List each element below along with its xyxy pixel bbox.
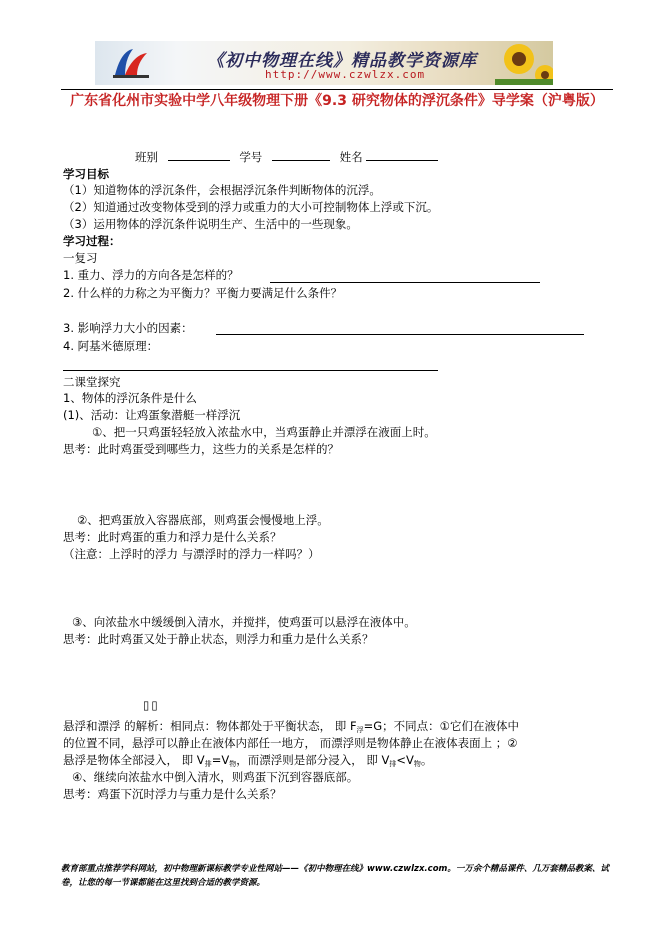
review-heading: 一复习 [63,251,98,265]
site-logo-icon [111,45,151,81]
objective-item: （2）知道通过改变物体受到的浮力或重力的大小可控制物体上浮或下沉。 [63,200,439,214]
think-2: 思考：此时鸡蛋的重力和浮力是什么关系？ [63,530,282,544]
page-footer: 教育部重点推荐学科网站，初中物理新课标教学专业性网站——《初中物理在线》www.czwlzx.com。一万余个精品课件、几万套精品教案、试卷，让您的每一节课都能在这里找到合适的教学资源。 [61,864,609,888]
answer-line[interactable] [270,282,540,283]
analysis-text: <V [396,753,414,767]
think-4: 思考：鸡蛋下沉时浮力与重力是什么关系？ [63,787,282,801]
objective-item: （3）运用物体的浮沉条件说明生产、生活中的一些现象。 [63,217,358,231]
subscript: 物 [229,760,237,768]
subscript: 物 [413,760,421,768]
review-question: 2. 什么样的力称之为平衡力？平衡力要满足什么条件？ [63,286,343,300]
review-question: 1. 重力、浮力的方向各是怎样的？ [63,268,239,282]
analysis-text: 。 [420,753,433,767]
subscript: 排 [389,760,397,768]
think-1: 思考：此时鸡蛋受到哪些力，这些力的关系是怎样的？ [63,442,339,456]
title-rule [61,89,613,90]
note-2: （注意：上浮时的浮力 与漂浮时的浮力一样吗？） [63,547,320,561]
think-3: 思考：此时鸡蛋又处于静止状态，则浮力和重力是什么关系？ [63,632,374,646]
document-title: 广东省化州市实验中学八年级物理下册《9.3 研究物体的浮沉条件》导学案（沪粤版） [70,93,604,109]
class-label: 班别 [135,150,158,164]
id-label: 学号 [239,150,263,164]
review-question: 4. 阿基米德原理： [63,339,159,353]
placeholder-boxes: ▯▯ [143,698,160,712]
objective-item: （1）知道物体的浮沉条件，会根据浮沉条件判断物体的沉浮。 [63,183,381,197]
name-blank[interactable] [366,148,438,161]
explore-heading: 二课堂探究 [63,375,121,389]
name-label: 姓名 [339,150,363,164]
banner-title: 《初中物理在线》精品教学资源库 [207,51,477,71]
subscript: 浮 [356,726,364,734]
site-banner [95,41,553,85]
step-3: ③、向浓盐水中缓缓倒入清水，并搅拌，使鸡蛋可以悬浮在液体中。 [72,615,416,629]
analysis-text: 悬浮和漂浮 的解析：相同点：物体都处于平衡状态， 即 F [63,719,357,733]
review-question: 3. 影响浮力大小的因素： [63,321,193,335]
analysis-text: =V [211,753,230,767]
student-info-row [135,148,438,165]
step-2: ②、把鸡蛋放入容器底部，则鸡蛋会慢慢地上浮。 [77,513,329,527]
analysis-text: ，而漂浮则是部分浸入， 即 V [236,753,390,767]
subscript: 排 [204,760,212,768]
step-1: ①、把一只鸡蛋轻轻放入浓盐水中，当鸡蛋静止并漂浮在液面上时。 [92,425,436,439]
analysis-text: 悬浮是物体全部浸入， 即 V [63,753,205,767]
analysis-line-2: 的位置不同，悬浮可以静止在液体内部任一地方， 而漂浮则是物体静止在液体表面上 ；② [63,736,518,750]
answer-line[interactable] [63,370,438,371]
process-heading: 学习过程： [63,234,121,248]
objectives-heading: 学习目标 [63,167,109,181]
analysis-text: =G；不同点：①它们在液体中 [363,719,519,733]
activity-heading: (1)、活动：让鸡蛋象潜艇一样浮沉 [63,408,241,422]
answer-line[interactable] [216,334,584,335]
step-4: ④、继续向浓盐水中倒入清水，则鸡蛋下沉到容器底部。 [72,770,359,784]
id-blank[interactable] [272,148,330,161]
class-blank[interactable] [168,148,230,161]
explore-subheading: 1、物体的浮沉条件是什么 [63,391,197,405]
sunflower-icon [495,41,553,85]
banner-url[interactable]: http://www.czwlzx.com [265,68,426,81]
